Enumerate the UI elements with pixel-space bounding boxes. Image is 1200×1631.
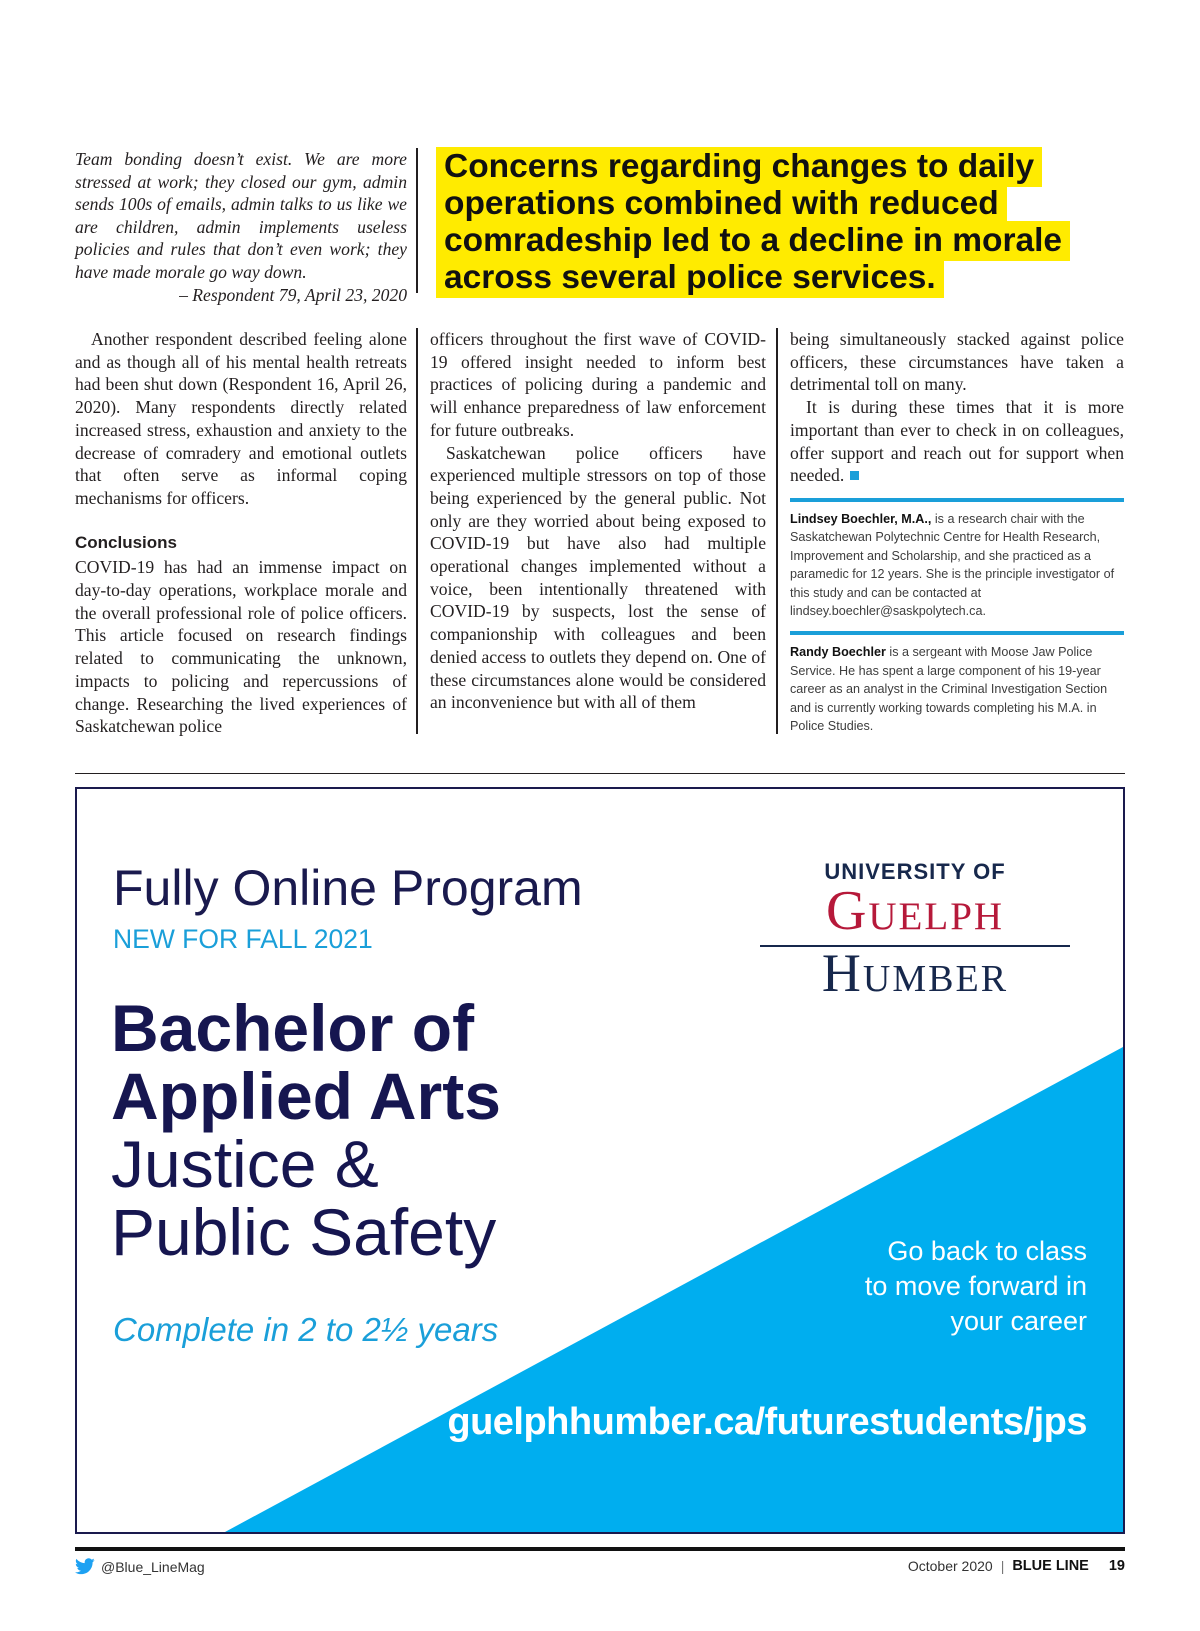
article-column-3 [790,328,1124,735]
tagline-line: to move forward in [864,1271,1087,1301]
ad-url-link[interactable]: guelphhumber.ca/futurestudents/jps [447,1401,1087,1443]
author-bio [790,643,1124,735]
author-name: Lindsey Boechler, M.A., [790,511,932,526]
footer-rule [75,1547,1125,1551]
column-divider-2 [776,328,778,734]
paragraph: being simultaneously stacked against police officers, these circumstances have taken a detrimental toll on many. [790,329,1124,395]
degree-line: Justice & [111,1127,379,1201]
bio-divider [790,498,1124,502]
end-of-article-icon [850,471,859,480]
article-column-1 [75,328,407,738]
closing-text: It is during these times that it is more important than ever to check in on colleagues, offer support and reach out for support when needed. [790,397,1124,486]
conclusions-heading: Conclusions [75,532,178,552]
tagline-line: your career [950,1306,1087,1336]
pull-quote-text: Concerns regarding changes to daily operations combined with reduced comradeship led to a decline in morale across several police services. [436,147,1070,298]
respondent-quote: Team bonding doesn’t exist. We are more stressed at work; they closed our gym, admin sends 100s of emails, admin talks to us like we are children, admin implements useless policies and rules that don’t even work; they have made morale go way down. [75,149,407,282]
section-divider [75,773,1125,774]
paragraph: COVID-19 has had an immense impact on day-to-day operations, workplace morale and the overall professional role of police officers. This article focused on research findings related to communicating the unknown, impacts to policing and repercussions of change. Researching the lived experiences of Saskatchewan police [75,557,407,737]
logo-guelph: Guelph [825,880,1005,942]
advertisement [75,787,1125,1534]
pull-quote [436,148,1116,296]
footer-social [75,1558,205,1575]
folio-separator: | [1000,1558,1005,1574]
university-logo [760,859,1070,1003]
author-bio-text: is a research chair with the Saskatchewan Polytechnic Centre for Health Research, Improvement and Scholarship, and she practiced as a paramedic for 12 years. She is the principle investigator of this study and can be contacted at lindsey.boechler@saskpolytech.ca. [790,511,1115,618]
column-divider-top [416,148,418,293]
author-name: Randy Boechler [790,645,886,660]
bio-divider [790,631,1124,635]
degree-line: Applied Arts [111,1059,501,1133]
column-divider-1 [416,328,418,734]
paragraph: Saskatchewan police officers have experienced multiple stressors on top of those being experienced by the general public. Not only are they worried about being exposed to COVID-19 but have also had multiple operational changes implemented without a voice, been intentionally threatened with COVID-19 by suspects, lost the sense of companionship with colleagues and been denied access to outlets they depend on. One of these circumstances alone would be considered an inconvenience but with all of them [430,442,766,713]
tagline-line: Go back to class [887,1236,1087,1266]
degree-line: Bachelor of [111,991,475,1065]
paragraph: officers throughout the first wave of COVID-19 offered insight needed to inform best practices of policing during a pandemic and will enhance preparedness of law enforcement for future outbreaks. [430,329,766,440]
ad-degree-title [111,991,501,1269]
article-column-2 [430,328,766,714]
issue-date: October 2020 [907,1558,993,1574]
page-number: 19 [1108,1558,1125,1574]
twitter-handle[interactable]: @Blue_LineMag [101,1558,205,1575]
ad-new-for-fall: NEW FOR FALL 2021 [113,924,373,954]
quote-attribution: – Respondent 79, April 23, 2020 [179,285,407,305]
ad-tagline [667,1234,1087,1339]
paragraph: Another respondent described feeling alone and as though all of his mental health retreats had been shut down (Respondent 16, April 26, 2020). Many respondents directly related increased stress, exhaustion and anxiety to the decrease of comradery and emotional outlets that often serve as informal coping mechanisms for officers. [75,329,407,508]
author-bio-text: is a sergeant with Moose Jaw Police Service. He has spent a large component of his 19-year career as an analyst in the Criminal Investigation Section and is currently working towards completing his M.A. in Police Studies. [790,645,1108,733]
footer-folio [908,1558,1125,1574]
author-bio [790,510,1124,620]
degree-line: Public Safety [111,1195,497,1269]
twitter-icon [75,1558,95,1575]
ad-program-heading: Fully Online Program [113,860,583,916]
ad-duration: Complete in 2 to 2½ years [113,1311,499,1348]
logo-university-of: UNIVERSITY OF [824,859,1006,884]
magazine-name: BLUE LINE [1012,1558,1089,1574]
paragraph [790,396,1124,487]
logo-humber: Humber [821,943,1009,1003]
